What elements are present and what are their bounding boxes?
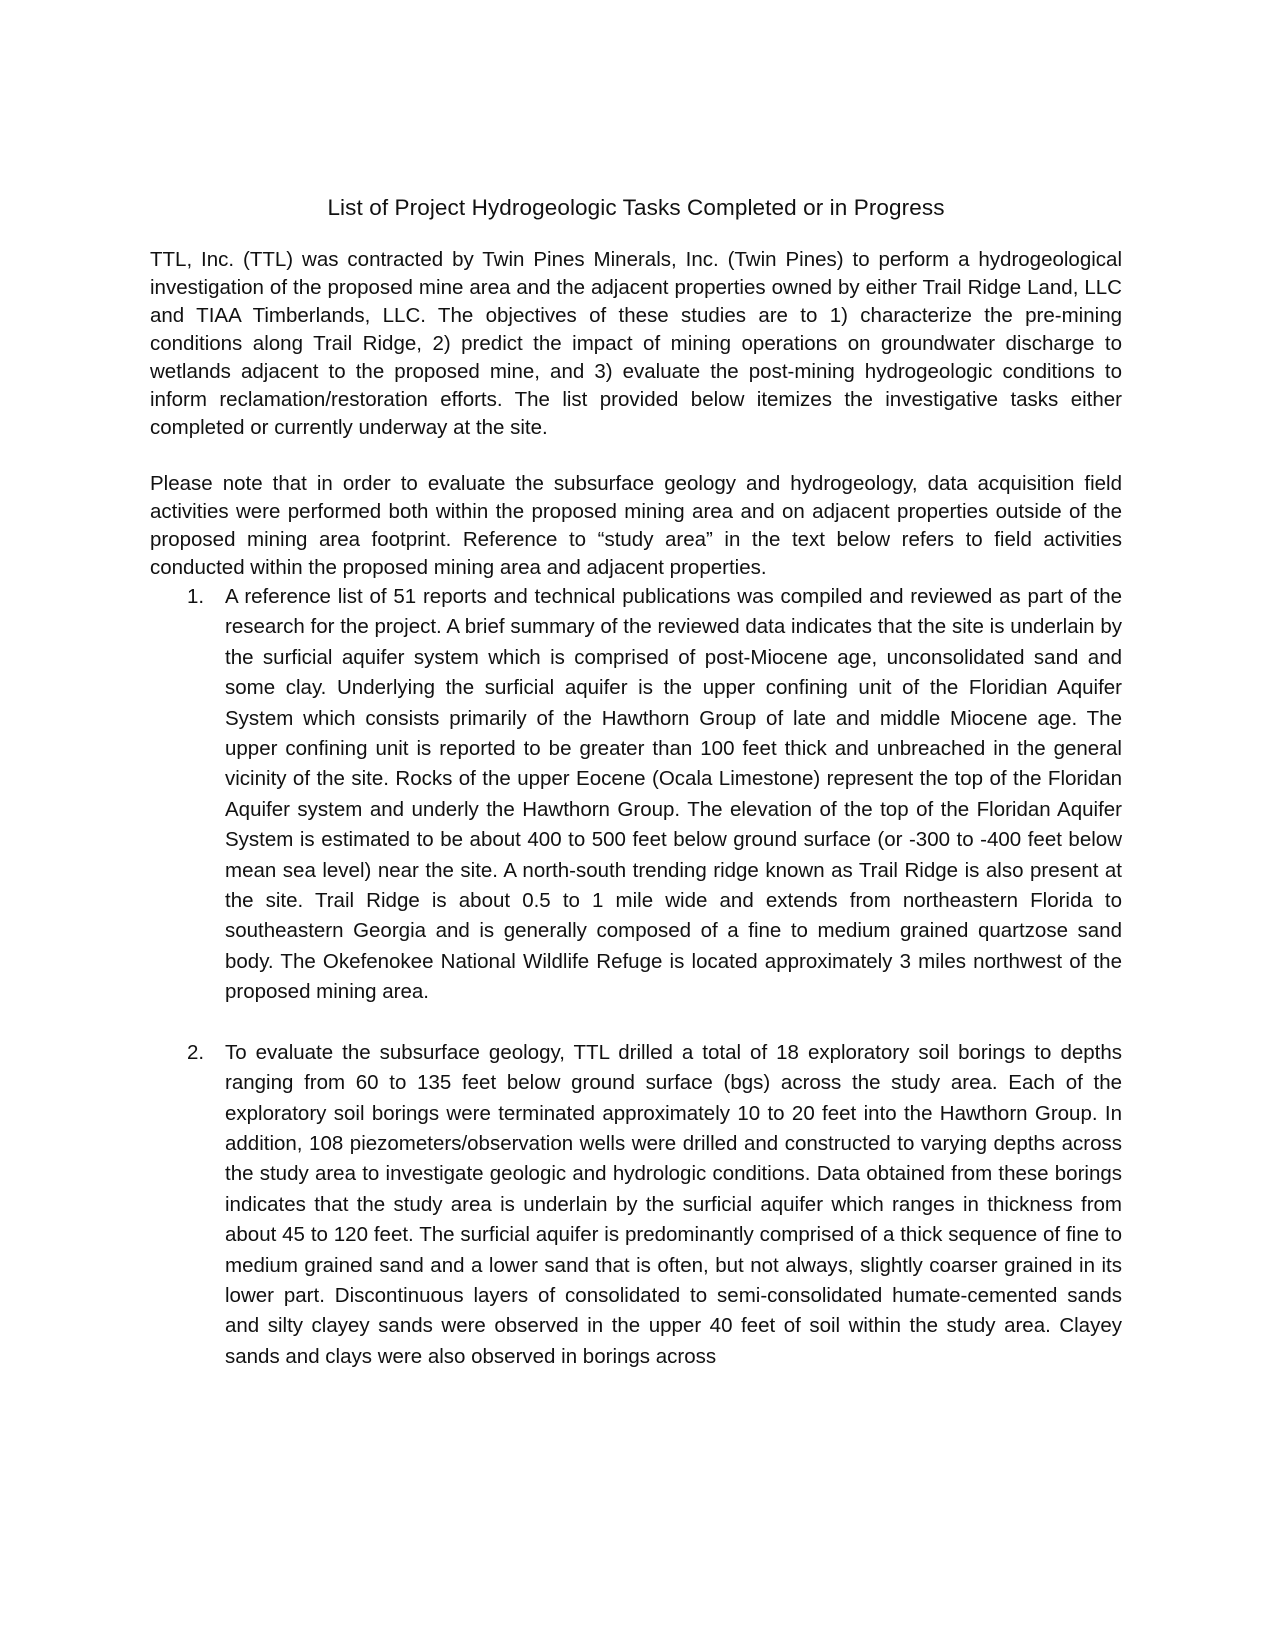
list-item-number: 2. — [187, 1040, 205, 1064]
list-item-text: A reference list of 51 reports and technical publications was compiled and reviewed as part of the research for the project. A brief summary of the reviewed data indicates that the site is underlain by the surficial aquifer system which is comprised of post-Miocene age, unconsolidated sand and some clay. Underlying the surficial aquifer is the upper confining unit of the Floridian Aquifer System which consists primarily of the Hawthorn Group of late and middle Miocene age. The upper confining unit is reported to be greater than 100 feet thick and unbreached in the general vicinity of the site. Rocks of the upper Eocene (Ocala Limestone) represent the top of the Floridan Aquifer system and underly the Hawthorn Group. The elevation of the top of the Floridan Aquifer System is estimated to be about 400 to 500 feet below ground surface (or -300 to -400 feet below mean sea level) near the site. A north-south trending ridge known as Trail Ridge is also present at the site. Trail Ridge is about 0.5 to 1 mile wide and extends from northeastern Florida to southeastern Georgia and is generally composed of a fine to medium grained quartzose sand body. The Okefenokee National Wildlife Refuge is located approximately 3 miles northwest of the proposed mining area. — [225, 585, 1122, 1004]
list-item — [150, 1038, 1122, 1372]
task-list — [150, 582, 1122, 1372]
intro-paragraph: TTL, Inc. (TTL) was contracted by Twin Pines Minerals, Inc. (Twin Pines) to perform a hydrogeological investigation of the proposed mine area and the adjacent properties owned by either Trail Ridge Land, LLC and TIAA Timberlands, LLC. The objectives of these studies are to 1) characterize the pre-mining conditions along Trail Ridge, 2) predict the impact of mining operations on groundwater discharge to wetlands adjacent to the proposed mine, and 3) evaluate the post-mining hydrogeologic conditions to inform reclamation/restoration efforts. The list provided below itemizes the investigative tasks either completed or currently underway at the site. — [150, 248, 1122, 439]
list-item-text: To evaluate the subsurface geology, TTL drilled a total of 18 exploratory soil borings to depths ranging from 60 to 135 feet below ground surface (bgs) across the study area. Each of the exploratory soil borings were terminated approximately 10 to 20 feet into the Hawthorn Group. In addition, 108 piezometers/observation wells were drilled and constructed to varying depths across the study area to investigate geologic and hydrologic conditions. Data obtained from these borings indicates that the study area is underlain by the surficial aquifer which ranges in thickness from about 45 to 120 feet. The surficial aquifer is predominantly comprised of a thick sequence of fine to medium grained sand and a lower sand that is often, but not always, slightly coarser grained in its lower part. Discontinuous layers of consolidated to semi-consolidated humate-cemented sands and silty clayey sands were observed in the upper 40 feet of soil within the study area. Clayey sands and clays were also observed in borings across — [225, 1040, 1122, 1368]
document-title: List of Project Hydrogeologic Tasks Completed or in Progress — [327, 195, 945, 220]
document-page — [150, 188, 1122, 1372]
list-item-number: 1. — [187, 585, 205, 608]
note-paragraph: Please note that in order to evaluate the subsurface geology and hydrogeology, data acquisition field activities were performed both within the proposed mining area and on adjacent properties outside of the proposed mining area footprint. Reference to “study area” in the text below refers to field activities conducted within the proposed mining area and adjacent properties. — [150, 472, 1122, 579]
list-item — [150, 582, 1122, 1008]
